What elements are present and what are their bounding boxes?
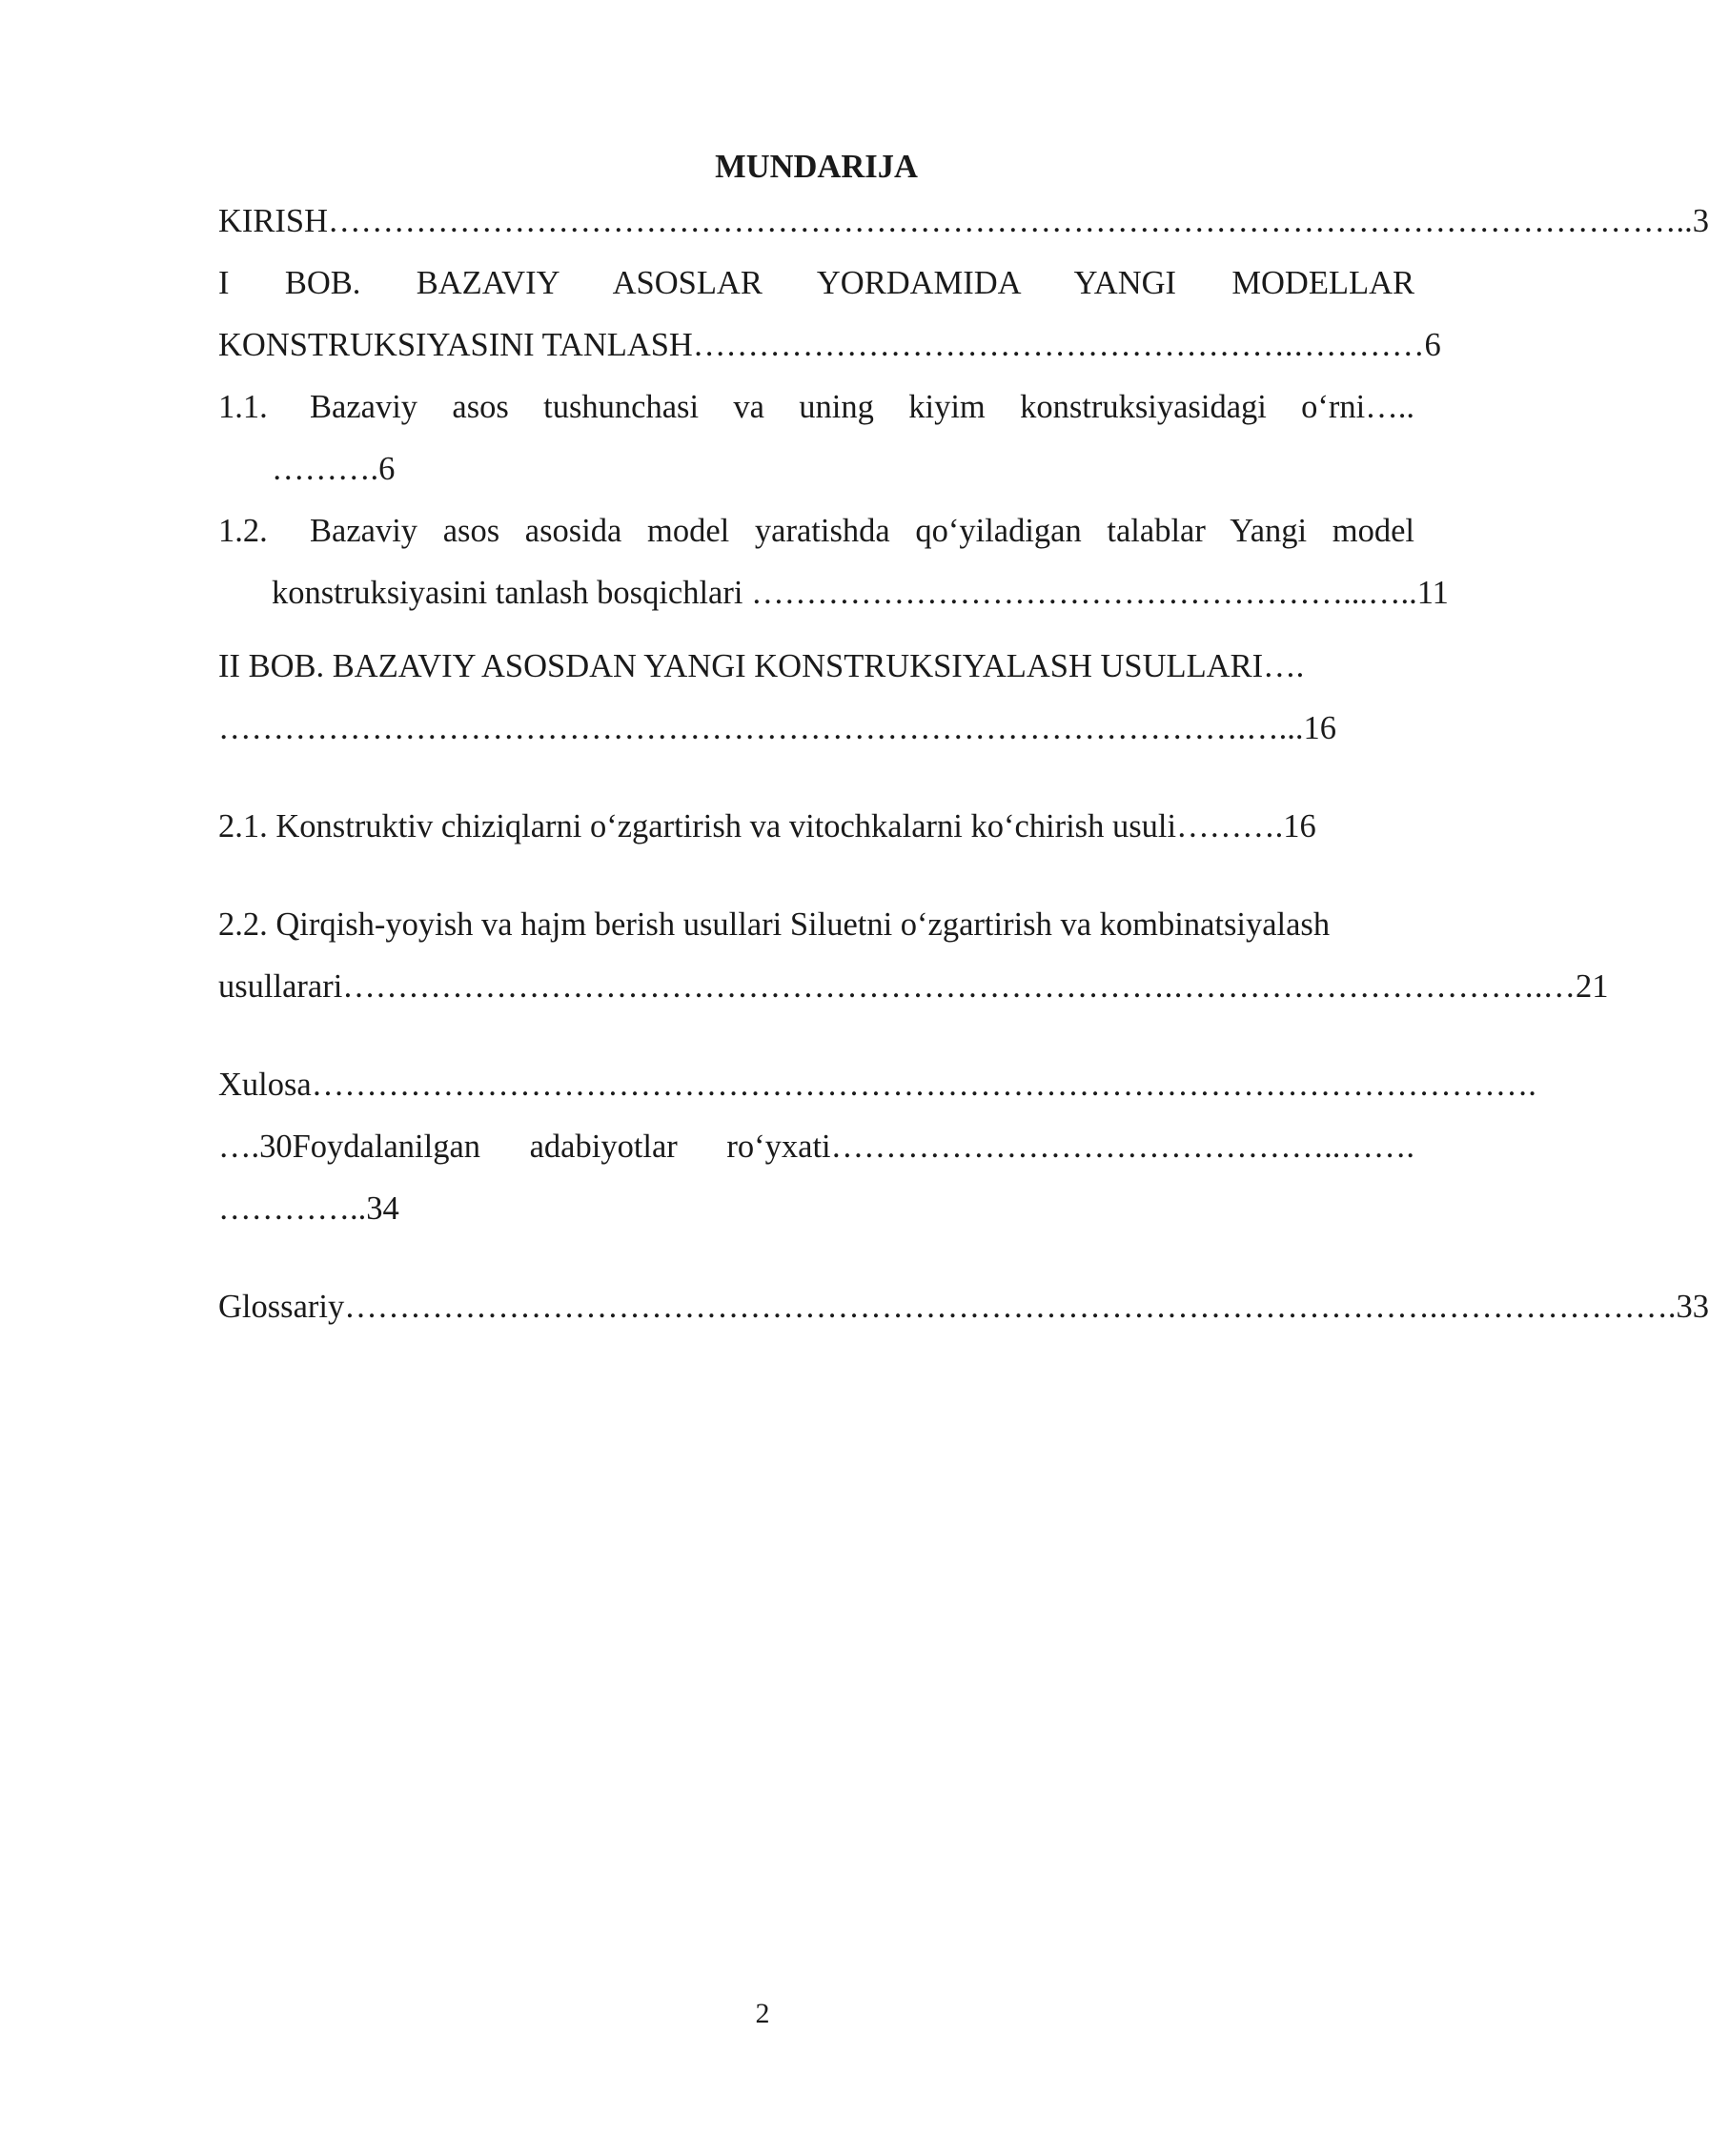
spacer — [218, 858, 1414, 894]
toc-entry-1-2-number: 1.2. — [218, 513, 268, 549]
toc-entry-bob2-line2: ………………………………………………………………………………….…...16 — [218, 710, 1336, 746]
toc-entry-xulosa-line1: Xulosa…………………………………………………………………………………………………. — [218, 1067, 1536, 1103]
toc-entry-1-2-line2: konstruksiyasini tanlash bosqichlari ………………………………………………...…..11 — [272, 575, 1449, 611]
toc-entry-1-1-number: 1.1. — [218, 389, 268, 425]
toc-entry-bob1-line1: I BOB. BAZAVIY ASOSLAR YORDAMIDA YANGI MODELLAR — [218, 265, 1414, 301]
spacer — [218, 1018, 1414, 1054]
page-title: MUNDARIJA — [715, 149, 918, 185]
toc-entry-glossariy: Glossariy……………………………………………………………………………………….………………….33 — [218, 1289, 1709, 1325]
toc-entry-bob2-line1: II BOB. BAZAVIY ASOSDAN YANGI KONSTRUKSIYALASH USULLARI…. — [218, 648, 1305, 684]
toc-entry-1-1-title: Bazaviy asos tushunchasi va uning kiyim konstruksiyasidagi o‘rni….. — [310, 389, 1414, 425]
spacer — [218, 1240, 1414, 1276]
toc-entry-1-1-line1 — [218, 376, 1414, 438]
toc-entry-1-1-line2: ……….6 — [272, 451, 396, 487]
spacer — [218, 624, 1414, 636]
toc-entry-1-2-title: Bazaviy asos asosida model yaratishda qo‘yiladigan talablar Yangi model — [310, 513, 1414, 549]
toc-entry-kirish: KIRISH……………………………………………………………………………………………………………..3 — [218, 203, 1709, 239]
toc-entry-1-2-line1 — [218, 500, 1414, 562]
toc-entry-bob1-line2: KONSTRUKSIYASINI TANLASH……………………………………………….…………6 — [218, 327, 1441, 363]
table-of-contents — [218, 143, 1709, 1338]
spacer — [218, 760, 1414, 796]
page-number: 2 — [755, 1998, 770, 2029]
toc-entry-xulosa-line3: …………..34 — [218, 1190, 399, 1227]
toc-entry-2-2-line1: 2.2. Qirqish-yoyish va hajm berish usullari Siluetni o‘zgartirish va kombinatsiyalash — [218, 906, 1331, 943]
toc-entry-2-2-line2: usullarari………………………………………………………………….…………………………….…21 — [218, 968, 1609, 1005]
toc-entry-xulosa-line2: ….30Foydalanilgan adabiyotlar ro‘yxati………………………………………..……. — [218, 1129, 1414, 1165]
toc-entry-2-1: 2.1. Konstruktiv chiziqlarni o‘zgartirish va vitochkalarni ko‘chirish usuli……….16 — [218, 808, 1316, 844]
